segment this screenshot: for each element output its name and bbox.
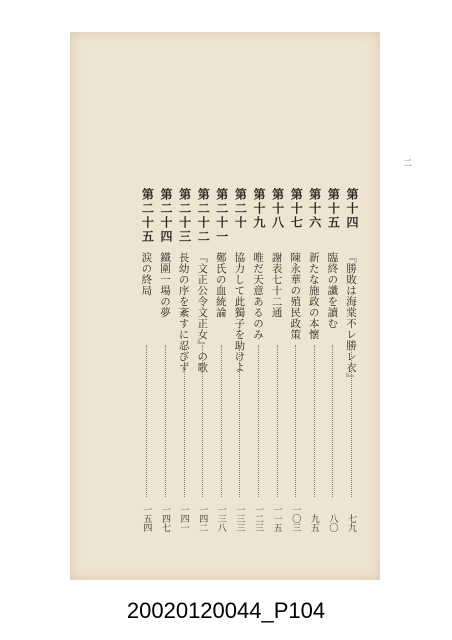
chapter-label: 第二十五 [140,188,155,244]
dot-leader [239,345,240,497]
dot-leader [314,345,315,497]
entry-title: 涙の終局 [140,252,153,296]
toc-entry [193,150,213,532]
entry-page-number: 八〇 [327,514,338,532]
entry-page-number: 一二三 [253,505,263,532]
chapter-label: 第十四 [345,188,359,230]
dot-leader [146,345,147,497]
chapter-label: 第十八 [270,188,285,230]
entry-title: 謝表七十二通 [270,252,283,318]
entry-page-number: 九五 [308,514,319,532]
chapter-label: 第十五 [326,188,341,230]
chapter-label: 第十七 [289,188,304,230]
entry-title: 『文正公令文正女』の歌 [196,252,209,373]
entry-page-number: 一五四 [141,505,152,532]
toc-entry [305,150,325,532]
toc-entry [323,150,343,532]
entry-title: 唯だ天意あるのみ [252,252,264,340]
entry-title: 臨終の讖を讀む [326,252,339,329]
toc-entry [137,150,157,532]
toc-entry [342,150,362,532]
dot-leader [277,345,278,497]
dot-leader [221,345,222,497]
toc-entry [268,150,288,532]
image-caption: 20020120044_P104 [126,598,326,623]
entry-title: 新たな施政の本懷 [307,252,320,340]
chapter-label: 第十九 [252,188,266,230]
entry-title: 『勝敗は海棠不レ勝レ衣』 [345,252,357,384]
entry-page-number: 一〇三 [290,505,301,532]
entry-page-number: 一四二 [197,505,208,532]
chapter-label: 第十六 [307,188,322,230]
entry-page-number: 一四七 [160,505,170,532]
entry-title: 鐵圍一場の夢 [159,252,171,318]
chapter-label: 第二十二 [196,188,211,244]
toc-entry [175,150,195,532]
dot-leader [165,345,166,497]
toc-entry [249,150,269,532]
page-number: 二 [401,158,411,167]
entry-page-number: 一三三 [234,505,245,532]
chapter-label: 第二十一 [214,188,229,244]
dot-leader [295,345,296,497]
entry-title: 長幼の序を紊すに忍びず [177,252,190,373]
book-page [70,32,411,580]
toc-entry [230,150,250,532]
dot-leader [202,345,203,497]
entry-title: 鄭氏の血統論 [214,252,227,318]
chapter-label: 第二十三 [177,188,192,244]
dot-leader [332,345,333,497]
entry-page-number: 一四一 [178,505,189,532]
dot-leader [258,345,259,497]
toc-entry [212,150,232,532]
entry-page-number: 一三八 [215,505,226,532]
dot-leader [184,345,185,497]
chapter-label: 第二十 [233,188,248,230]
toc-entry [286,150,306,532]
chapter-label: 第二十四 [159,188,173,244]
entry-title: 陳永華の殖民政策 [289,252,302,340]
dot-leader [351,345,352,497]
entry-page-number: 七九 [346,514,356,532]
entry-title: 協力して此獨子を助けよ [233,252,246,373]
toc-entry [156,150,176,532]
entry-page-number: 一一五 [271,505,282,532]
